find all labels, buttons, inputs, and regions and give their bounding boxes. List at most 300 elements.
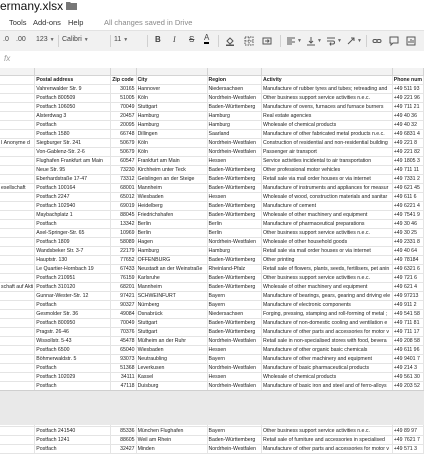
table-cell[interactable]: Other business support service activities n.e.c. [261, 274, 392, 283]
table-cell[interactable]: 47118 [111, 382, 136, 391]
table-cell[interactable]: Nordrhein-Westfalen [207, 382, 261, 391]
table-cell[interactable]: Neustadt an der Weinstraße [136, 265, 207, 274]
formula-bar[interactable] [0, 51, 424, 69]
table-cell[interactable]: Postfach [35, 445, 111, 454]
table-cell[interactable]: Wandsbeker Str. 3-7 [35, 247, 111, 256]
table-cell[interactable]: 50679 [111, 148, 136, 157]
menu-help[interactable]: Help [68, 18, 84, 27]
decrease-decimal-button[interactable]: .0 [3, 36, 9, 43]
table-cell[interactable]: Manufacture of basic iron and steel and of ferro-alloys [261, 382, 392, 391]
table-cell[interactable]: Hamburg [136, 112, 207, 121]
table-cell[interactable]: Hamburg [207, 121, 261, 130]
table-cell[interactable]: Other business support service activities n.e.c. [261, 94, 392, 103]
table-cell[interactable]: 22179 [111, 247, 136, 256]
table-cell[interactable]: 70049 [111, 319, 136, 328]
table-cell[interactable]: Wholesale of wood, construction materials and sanitar [261, 193, 392, 202]
table-cell[interactable]: 20457 [111, 112, 136, 121]
table-cell[interactable]: +49 214 3 [392, 364, 423, 373]
table-cell[interactable]: Berlin [136, 220, 207, 229]
table-cell[interactable]: +49 97213 [392, 292, 423, 301]
save-status[interactable]: All changes saved in Drive [104, 18, 193, 27]
column-title[interactable]: Postal address [35, 76, 111, 85]
table-cell[interactable]: Wholesale of other machinery and equipment [261, 283, 392, 292]
align-left-icon[interactable] [286, 36, 296, 46]
table-cell[interactable]: Postfach 102029 [35, 373, 111, 382]
table-cell[interactable]: München Flughafen [136, 427, 207, 436]
increase-decimal-button[interactable]: .00 [16, 36, 26, 43]
table-cell[interactable]: Postfach 800509 [35, 94, 111, 103]
table-cell[interactable]: +49 621 45 [392, 184, 423, 193]
table-cell[interactable]: Friedrichshafen [136, 211, 207, 220]
table-cell[interactable] [0, 103, 35, 112]
column-title[interactable]: Activity [261, 76, 392, 85]
table-cell[interactable] [0, 301, 35, 310]
table-cell[interactable]: esellschaft [0, 184, 35, 193]
table-cell[interactable]: 88605 [111, 436, 136, 445]
table-cell[interactable]: Vahrenwalder Str. 9 [35, 85, 111, 94]
table-cell[interactable] [0, 256, 35, 265]
table-cell[interactable] [0, 148, 35, 157]
chevron-down-icon[interactable]: ▼ [357, 38, 362, 44]
table-cell[interactable]: Other business support service activities n.e.c. [261, 229, 392, 238]
table-cell[interactable]: schaft auf Akti [1, 284, 34, 290]
table-cell[interactable]: Baden-Württemberg [207, 274, 261, 283]
table-cell[interactable]: Wissollstr. 5-43 [35, 337, 111, 346]
table-cell[interactable]: +49 7331 2 [392, 175, 423, 184]
table-cell[interactable]: Postfach 102940 [35, 202, 111, 211]
table-cell[interactable]: 73312 [111, 175, 136, 184]
table-cell[interactable]: Baden-Württemberg [207, 166, 261, 175]
table-cell[interactable]: Real estate agencies [261, 112, 392, 121]
table-cell[interactable]: Postfach 1241 [35, 436, 111, 445]
vertical-align-icon[interactable] [306, 36, 316, 46]
table-cell[interactable]: Postfach 2247 [35, 193, 111, 202]
table-cell[interactable]: Hamburg [207, 247, 261, 256]
table-cell[interactable]: Manufacture of ovens, furnaces and furnace burners [261, 103, 392, 112]
table-cell[interactable]: Postfach 241540 [35, 427, 111, 436]
table-cell[interactable]: Manufacture of instruments and appliances for measur [261, 184, 392, 193]
column-title[interactable]: Zip code [111, 76, 136, 85]
table-cell[interactable]: 73230 [111, 166, 136, 175]
table-cell[interactable]: Service activities incidental to air transportation [261, 157, 392, 166]
table-cell[interactable] [0, 445, 35, 454]
table-cell[interactable]: Wholesale of other household goods [261, 238, 392, 247]
table-cell[interactable] [0, 436, 35, 445]
table-cell[interactable]: Osnabrück [136, 310, 207, 319]
table-cell[interactable]: Retail sale of flowers, plants, seeds, fertilisers, pet anin [261, 265, 392, 274]
table-cell[interactable]: 65040 [111, 346, 136, 355]
insert-link-icon[interactable] [372, 36, 382, 46]
menu-tools[interactable]: Tools [9, 18, 27, 27]
table-cell[interactable] [0, 76, 35, 85]
table-cell[interactable]: +49 203 52 [392, 382, 423, 391]
merge-cells-icon[interactable] [262, 36, 272, 46]
table-cell[interactable]: Baden-Württemberg [207, 319, 261, 328]
table-cell[interactable]: 65012 [111, 193, 136, 202]
table-cell[interactable]: 69019 [111, 202, 136, 211]
table-cell[interactable]: Postfach [35, 301, 111, 310]
table-cell[interactable]: +49 40 32 [392, 121, 423, 130]
table-cell[interactable]: Leverkusen [136, 364, 207, 373]
table-cell[interactable]: Hamburg [207, 112, 261, 121]
table-cell[interactable]: 70376 [111, 328, 136, 337]
table-cell[interactable]: +49 6831 4 [392, 130, 423, 139]
table-cell[interactable]: 20095 [111, 121, 136, 130]
table-cell[interactable]: +49 40 64 [392, 247, 423, 256]
table-cell[interactable]: 13342 [111, 220, 136, 229]
table-cell[interactable]: Passenger air transport [261, 148, 392, 157]
table-cell[interactable]: Berlin [207, 229, 261, 238]
table-cell[interactable] [0, 94, 35, 103]
table-cell[interactable]: 90327 [111, 301, 136, 310]
table-cell[interactable]: Manufacture of pharmaceutical preparations [261, 220, 392, 229]
table-cell[interactable]: Postfach [35, 382, 111, 391]
table-cell[interactable]: Hannover [136, 85, 207, 94]
column-title[interactable]: Region [207, 76, 261, 85]
table-cell[interactable]: Siegburger Str. 241 [35, 139, 111, 148]
table-cell[interactable]: +49 511 93 [392, 85, 423, 94]
table-cell[interactable]: Geislingen an der Steige [136, 175, 207, 184]
table-cell[interactable]: Wiesbaden [136, 193, 207, 202]
table-cell[interactable]: Hauptstr. 130 [35, 256, 111, 265]
table-cell[interactable]: +49 221 96 [392, 94, 423, 103]
spreadsheet-grid[interactable] [0, 68, 424, 452]
table-cell[interactable]: Baden-Württemberg [207, 256, 261, 265]
fill-color-icon[interactable] [225, 36, 235, 46]
table-cell[interactable]: Stuttgart [136, 319, 207, 328]
table-cell[interactable] [0, 328, 35, 337]
table-cell[interactable]: Berlin [207, 220, 261, 229]
table-cell[interactable]: OFFENBURG [136, 256, 207, 265]
table-cell[interactable]: +49 711 17 [392, 328, 423, 337]
folder-icon[interactable] [66, 1, 77, 10]
table-cell[interactable] [0, 85, 35, 94]
table-cell[interactable]: Niedersachsen [207, 85, 261, 94]
table-cell[interactable]: +49 6221 4 [392, 202, 423, 211]
table-cell[interactable]: Hessen [207, 346, 261, 355]
table-cell[interactable] [0, 355, 35, 364]
table-cell[interactable]: Niedersachsen [207, 310, 261, 319]
table-cell[interactable]: Baden-Württemberg [207, 283, 261, 292]
text-rotation-icon[interactable] [346, 36, 356, 46]
table-cell[interactable]: Mannheim [136, 283, 207, 292]
table-cell[interactable]: 68201 [111, 283, 136, 292]
insert-chart-icon[interactable] [406, 36, 416, 46]
table-cell[interactable]: Axel-Springer-Str. 65 [35, 229, 111, 238]
chevron-down-icon[interactable]: ▼ [297, 38, 302, 44]
table-cell[interactable]: Manufacture of other parts and accessories for motor v [261, 445, 392, 454]
table-cell[interactable]: Gesmolder Str. 36 [35, 310, 111, 319]
table-cell[interactable]: +49 611 6 [392, 193, 423, 202]
table-cell[interactable]: I Anonyme d [0, 139, 35, 148]
table-cell[interactable] [0, 247, 35, 256]
table-cell[interactable]: +49 9401 7 [392, 355, 423, 364]
column-title[interactable]: City [136, 76, 207, 85]
table-cell[interactable]: +49 561 30 [392, 373, 423, 382]
table-cell[interactable]: +49 721 6 [392, 274, 423, 283]
table-cell[interactable]: Hagen [136, 238, 207, 247]
table-cell[interactable]: +49 711 21 [392, 103, 423, 112]
table-cell[interactable] [0, 292, 35, 301]
table-cell[interactable]: 66748 [111, 130, 136, 139]
column-header[interactable] [0, 68, 35, 76]
table-cell[interactable]: +49 7541 9 [392, 211, 423, 220]
table-cell[interactable]: Manufacture of other parts and accessories for motor v [261, 328, 392, 337]
table-cell[interactable]: 70049 [111, 103, 136, 112]
table-cell[interactable]: Postfach 100164 [35, 184, 111, 193]
table-cell[interactable]: Other professional motor vehicles [261, 166, 392, 175]
table-cell[interactable]: Bayern [207, 355, 261, 364]
table-cell[interactable]: Neutraubling [136, 355, 207, 364]
table-cell[interactable]: Manufacture of basic pharmaceutical products [261, 364, 392, 373]
table-cell[interactable] [0, 220, 35, 229]
table-cell[interactable]: +49 711 11 [392, 166, 423, 175]
chevron-down-icon[interactable]: ▼ [337, 38, 342, 44]
table-cell[interactable]: Manufacture of cement [261, 202, 392, 211]
table-cell[interactable] [0, 373, 35, 382]
table-cell[interactable]: 88045 [111, 211, 136, 220]
table-cell[interactable]: Kirchheim unter Teck [136, 166, 207, 175]
table-cell[interactable]: Karlsruhe [136, 274, 207, 283]
table-cell[interactable]: +49 7621 7 [392, 436, 423, 445]
table-cell[interactable]: Dillingen [136, 130, 207, 139]
table-cell[interactable]: +49 711 81 [392, 319, 423, 328]
table-cell[interactable]: Postfach 800950 [35, 319, 111, 328]
table-cell[interactable]: Postfach 310120 [35, 283, 111, 292]
table-cell[interactable]: Wiesbaden [136, 346, 207, 355]
table-cell[interactable]: +49 621 4 [392, 283, 423, 292]
table-cell[interactable]: +49 78184 [392, 256, 423, 265]
table-cell[interactable]: Manufacture of other fabricated metal products n.e.c. [261, 130, 392, 139]
table-cell[interactable]: +49 1805 3 [392, 157, 423, 166]
table-cell[interactable]: 49084 [111, 310, 136, 319]
table-cell[interactable] [0, 310, 35, 319]
table-cell[interactable]: Böhmerwaldstr. 5 [35, 355, 111, 364]
table-cell[interactable]: Hessen [207, 373, 261, 382]
table-cell[interactable]: Manufacture of electronic components [261, 301, 392, 310]
table-cell[interactable]: Nordrhein-Westfalen [207, 139, 261, 148]
table-cell[interactable]: Hamburg [136, 247, 207, 256]
column-header[interactable] [136, 68, 207, 76]
table-cell[interactable]: Manufacture of bearings, gears, gearing and driving ele [261, 292, 392, 301]
table-cell[interactable]: +49 611 96 [392, 346, 423, 355]
table-cell[interactable]: 67433 [111, 265, 136, 274]
table-cell[interactable] [0, 274, 35, 283]
table-cell[interactable]: Other printing [261, 256, 392, 265]
column-header[interactable] [35, 68, 111, 76]
table-cell[interactable]: Manufacture of other machinery and equipment [261, 355, 392, 364]
table-cell[interactable] [0, 211, 35, 220]
table-cell[interactable] [0, 112, 35, 121]
table-cell[interactable]: Baden-Württemberg [207, 175, 261, 184]
table-cell[interactable]: Le Quartier-Hornbach 19 [35, 265, 111, 274]
table-cell[interactable] [0, 364, 35, 373]
table-cell[interactable]: Postfach 6500 [35, 346, 111, 355]
table-cell[interactable]: Forging, pressing, stamping and roll-forming of metal ; [261, 310, 392, 319]
table-cell[interactable]: Minden [136, 445, 207, 454]
table-cell[interactable] [0, 337, 35, 346]
table-cell[interactable]: Baden-Württemberg [207, 103, 261, 112]
table-cell[interactable]: Saarland [207, 130, 261, 139]
table-cell[interactable]: 30165 [111, 85, 136, 94]
table-cell[interactable]: Duisburg [136, 382, 207, 391]
table-cell[interactable]: Gunnar-Wester-Str. 12 [35, 292, 111, 301]
table-cell[interactable]: Baden-Württemberg [207, 211, 261, 220]
font-family-select[interactable] [62, 36, 89, 43]
table-cell[interactable]: +49 89 97 [392, 427, 423, 436]
table-cell[interactable]: Hamburg [136, 121, 207, 130]
table-cell[interactable]: +49 6321 6 [392, 265, 423, 274]
table-cell[interactable]: Wholesale of chemical products [261, 121, 392, 130]
table-cell[interactable]: +49 30 46 [392, 220, 423, 229]
table-cell[interactable]: Hessen [207, 157, 261, 166]
table-cell[interactable] [0, 238, 35, 247]
strikethrough-button[interactable]: S [189, 35, 195, 44]
table-cell[interactable]: Wholesale of other machinery and equipment [261, 211, 392, 220]
table-cell[interactable]: Frankfurt am Main [136, 157, 207, 166]
table-cell[interactable]: +49 911 2 [392, 301, 423, 310]
table-cell[interactable]: Nürnberg [136, 301, 207, 310]
table-cell[interactable]: Retail sale via mail order houses or via internet [261, 247, 392, 256]
column-header[interactable] [261, 68, 392, 76]
table-cell[interactable]: Weil am Rhein [136, 436, 207, 445]
table-cell[interactable] [0, 319, 35, 328]
table-cell[interactable]: Bayern [207, 427, 261, 436]
table-cell[interactable]: Baden-Württemberg [207, 202, 261, 211]
table-cell[interactable]: Retail sale in non-specialised stores with food, bevera [261, 337, 392, 346]
bold-button[interactable]: B [155, 35, 161, 44]
table-cell[interactable]: Postfach 210951 [35, 274, 111, 283]
table-cell[interactable]: Postfach [35, 220, 111, 229]
table-cell[interactable]: Postfach [35, 121, 111, 130]
table-cell[interactable]: +49 208 58 [392, 337, 423, 346]
table-cell[interactable]: Alsterdwag 3 [35, 112, 111, 121]
table-cell[interactable]: Nordrhein-Westfalen [207, 94, 261, 103]
column-title[interactable]: Phone num [393, 77, 422, 83]
table-cell[interactable] [0, 130, 35, 139]
table-cell[interactable]: Stuttgart [136, 103, 207, 112]
table-cell[interactable]: Köln [136, 94, 207, 103]
table-cell[interactable]: Neue Str. 95 [35, 166, 111, 175]
table-cell[interactable]: +49 221 82 [392, 148, 423, 157]
table-cell[interactable]: Manufacture of rubber tyres and tubes; retreading and [261, 85, 392, 94]
table-cell[interactable]: Nordrhein-Westfalen [207, 148, 261, 157]
table-cell[interactable]: Nordrhein-Westfalen [207, 238, 261, 247]
table-cell[interactable]: Heidelberg [136, 202, 207, 211]
table-cell[interactable]: Rheinland-Pfalz [207, 265, 261, 274]
table-cell[interactable]: Baden-Württemberg [207, 436, 261, 445]
table-cell[interactable]: 60547 [111, 157, 136, 166]
table-cell[interactable] [0, 229, 35, 238]
chevron-down-icon[interactable]: ▼ [317, 38, 322, 44]
table-cell[interactable]: Wholesale of chemical products [261, 373, 392, 382]
menu-add-ons[interactable]: Add-ons [33, 18, 61, 27]
table-cell[interactable] [0, 121, 35, 130]
table-cell[interactable] [0, 193, 35, 202]
table-cell[interactable] [0, 427, 35, 436]
table-cell[interactable]: Köln [136, 148, 207, 157]
table-cell[interactable]: 45478 [111, 337, 136, 346]
table-cell[interactable] [0, 157, 35, 166]
table-cell[interactable]: SCHWEINFURT [136, 292, 207, 301]
table-cell[interactable]: 51005 [111, 94, 136, 103]
table-cell[interactable]: Maybachplatz 1 [35, 211, 111, 220]
table-cell[interactable]: Retail sale via mail order houses or via internet [261, 175, 392, 184]
table-cell[interactable]: Bayern [207, 292, 261, 301]
table-cell[interactable]: 68001 [111, 184, 136, 193]
table-cell[interactable]: Pragstr. 26-46 [35, 328, 111, 337]
table-cell[interactable]: Eberhardstraße 17-47 [35, 175, 111, 184]
table-cell[interactable]: Mülheim an der Ruhr [136, 337, 207, 346]
table-cell[interactable] [0, 175, 35, 184]
table-cell[interactable] [0, 202, 35, 211]
table-cell[interactable]: Postfach 1580 [35, 130, 111, 139]
table-cell[interactable]: Berlin [136, 229, 207, 238]
table-cell[interactable]: Nordrhein-Westfalen [207, 445, 261, 454]
table-cell[interactable]: Kassel [136, 373, 207, 382]
text-color-button[interactable]: A [204, 33, 210, 42]
table-cell[interactable] [0, 166, 35, 175]
table-cell[interactable]: 77652 [111, 256, 136, 265]
table-cell[interactable]: Other business support service activities n.e.c. [261, 427, 392, 436]
table-cell[interactable]: 85336 [111, 427, 136, 436]
table-cell[interactable]: Nordrhein-Westfalen [207, 364, 261, 373]
table-cell[interactable]: Köln [136, 139, 207, 148]
table-cell[interactable]: Baden-Württemberg [207, 184, 261, 193]
document-title[interactable]: ermany.xlsx [0, 0, 64, 13]
table-cell[interactable]: 51368 [111, 364, 136, 373]
number-format-button[interactable] [36, 36, 55, 43]
table-cell[interactable]: Hessen [207, 193, 261, 202]
table-cell[interactable]: Baden-Württemberg [207, 328, 261, 337]
table-cell[interactable]: 76159 [111, 274, 136, 283]
font-size-select[interactable] [114, 36, 128, 43]
text-wrap-icon[interactable] [326, 36, 336, 46]
column-header[interactable] [111, 68, 136, 76]
table-cell[interactable]: +49 221 8 [392, 139, 423, 148]
table-cell[interactable]: 58089 [111, 238, 136, 247]
table-cell[interactable]: Postfach [35, 364, 111, 373]
table-cell[interactable]: Flughafen Frankfurt am Main [35, 157, 111, 166]
table-cell[interactable]: Manufacture of non-domestic cooling and ventilation e [261, 319, 392, 328]
table-cell[interactable]: 97421 [111, 292, 136, 301]
table-cell[interactable]: Nordrhein-Westfalen [207, 337, 261, 346]
table-cell[interactable]: 32427 [111, 445, 136, 454]
table-cell[interactable]: +49 2331 8 [392, 238, 423, 247]
table-cell[interactable]: Manufacture of other organic basic chemicals [261, 346, 392, 355]
table-cell[interactable]: 50679 [111, 139, 136, 148]
table-cell[interactable] [0, 346, 35, 355]
table-cell[interactable]: 34111 [111, 373, 136, 382]
table-cell[interactable]: Construction of residential and non-residential building [261, 139, 392, 148]
table-cell[interactable]: +49 40 36 [392, 112, 423, 121]
column-header[interactable] [207, 68, 261, 76]
table-cell[interactable]: Mannheim [136, 184, 207, 193]
table-cell[interactable]: +49 541 58 [392, 310, 423, 319]
table-cell[interactable]: 10969 [111, 229, 136, 238]
table-cell[interactable] [0, 265, 35, 274]
table-cell[interactable]: Von-Gablenz-Str. 2-6 [35, 148, 111, 157]
italic-button[interactable]: I [173, 35, 176, 44]
column-header[interactable] [392, 68, 423, 76]
table-cell[interactable]: Retail sale of furniture and accessories in specialised [261, 436, 392, 445]
table-cell[interactable]: Bayern [207, 301, 261, 310]
table-cell[interactable]: +49 571 3 [392, 445, 423, 454]
table-cell[interactable]: Postfach 106050 [35, 103, 111, 112]
borders-icon[interactable] [244, 36, 254, 46]
table-cell[interactable]: 93073 [111, 355, 136, 364]
table-cell[interactable]: Postfach 1809 [35, 238, 111, 247]
